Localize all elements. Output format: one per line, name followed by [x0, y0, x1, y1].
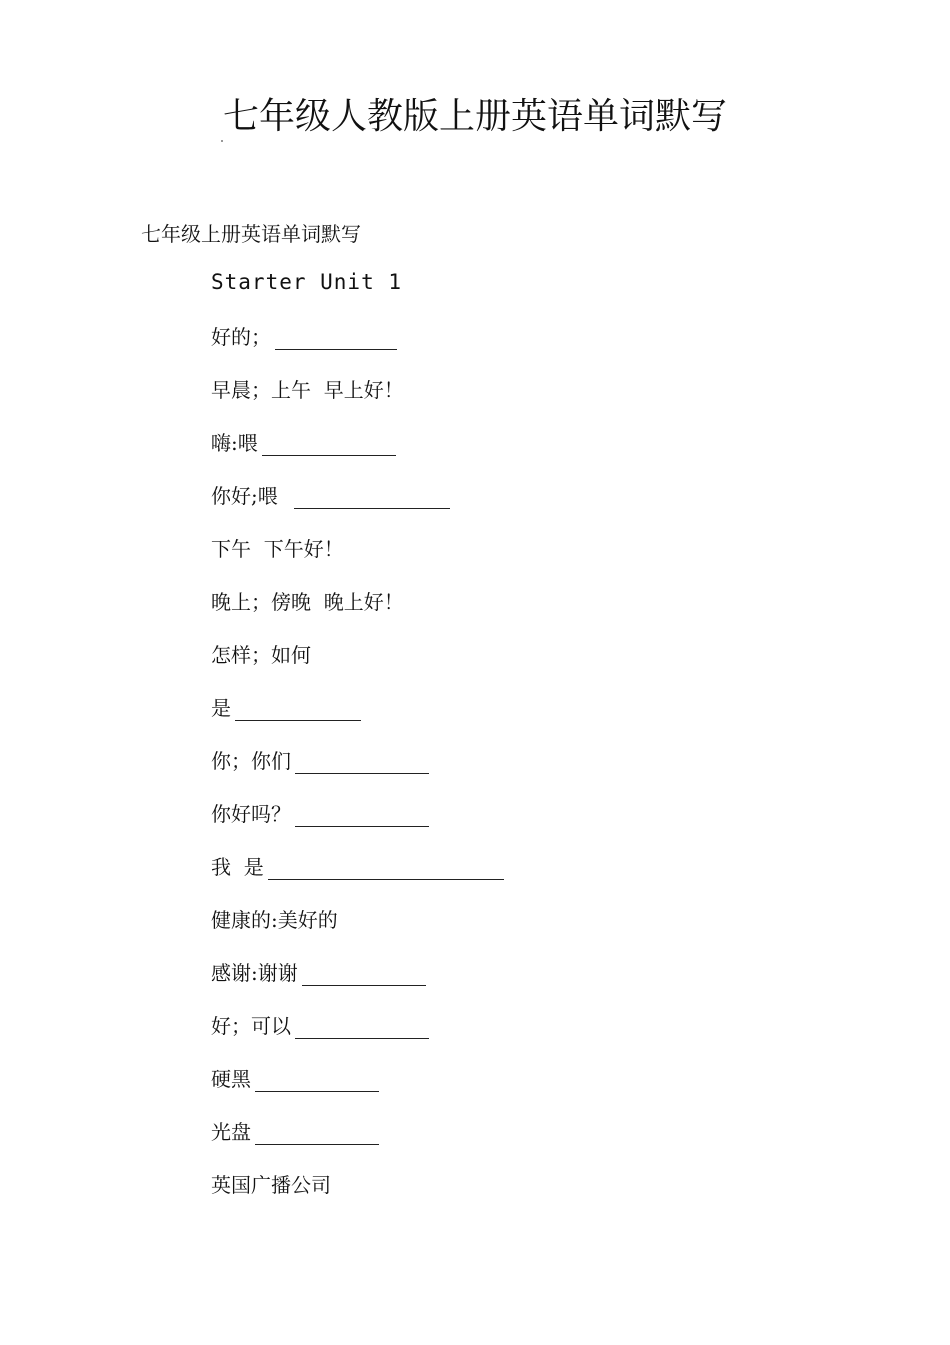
entry-prompt: 英国广播公司: [211, 1173, 331, 1197]
entry-prompt: 光盘: [211, 1120, 251, 1144]
answer-blank[interactable]: [302, 959, 426, 986]
vocabulary-list: [211, 323, 811, 1224]
vocabulary-entry: [211, 1065, 811, 1118]
entry-prompt: 好的；: [211, 325, 271, 349]
entry-prompt: 好；可以: [211, 1014, 291, 1038]
unit-heading: Starter Unit 1: [211, 270, 403, 294]
entry-prompt: 早晨；上午 早上好！: [211, 378, 404, 402]
answer-blank[interactable]: [295, 1012, 429, 1039]
document-subtitle: 七年级上册英语单词默写: [141, 222, 361, 246]
vocabulary-entry: [211, 482, 811, 535]
entry-prompt: 我 是: [211, 855, 264, 879]
entry-prompt: 你好吗？: [211, 802, 291, 826]
answer-blank[interactable]: [275, 323, 397, 350]
entry-prompt: 下午 下午好！: [211, 537, 344, 561]
entry-prompt: 健康的:美好的: [211, 908, 338, 932]
vocabulary-entry: [211, 959, 811, 1012]
answer-blank[interactable]: [295, 800, 429, 827]
answer-blank[interactable]: [255, 1118, 379, 1145]
answer-blank[interactable]: [255, 1065, 379, 1092]
document-title: 七年级人教版上册英语单词默写: [222, 96, 727, 137]
vocabulary-entry: [211, 747, 811, 800]
vocabulary-entry: [211, 853, 811, 906]
vocabulary-entry: [211, 641, 811, 694]
answer-blank[interactable]: [295, 747, 429, 774]
entry-prompt: 晚上；傍晚 晚上好！: [211, 590, 404, 614]
entry-prompt: 怎样；如何: [211, 643, 311, 667]
entry-prompt: 你；你们: [211, 749, 291, 773]
vocabulary-entry: [211, 535, 811, 588]
entry-prompt: 嗨:喂: [211, 431, 258, 455]
vocabulary-entry: [211, 429, 811, 482]
entry-prompt: 你好;喂: [211, 484, 291, 508]
vocabulary-entry: [211, 376, 811, 429]
vocabulary-entry: [211, 588, 811, 641]
answer-blank[interactable]: [262, 429, 396, 456]
entry-prompt: 硬黑: [211, 1067, 251, 1091]
vocabulary-entry: [211, 906, 811, 959]
answer-blank[interactable]: [294, 482, 450, 509]
entry-prompt: 是: [211, 696, 231, 720]
vocabulary-entry: [211, 1012, 811, 1065]
entry-prompt: 感谢:谢谢: [211, 961, 298, 985]
vocabulary-entry: [211, 1171, 811, 1224]
vocabulary-entry: [211, 694, 811, 747]
vocabulary-entry: [211, 800, 811, 853]
vocabulary-entry: [211, 1118, 811, 1171]
vocabulary-entry: [211, 323, 811, 376]
answer-blank[interactable]: [268, 853, 504, 880]
stray-mark: [221, 140, 223, 142]
answer-blank[interactable]: [235, 694, 361, 721]
